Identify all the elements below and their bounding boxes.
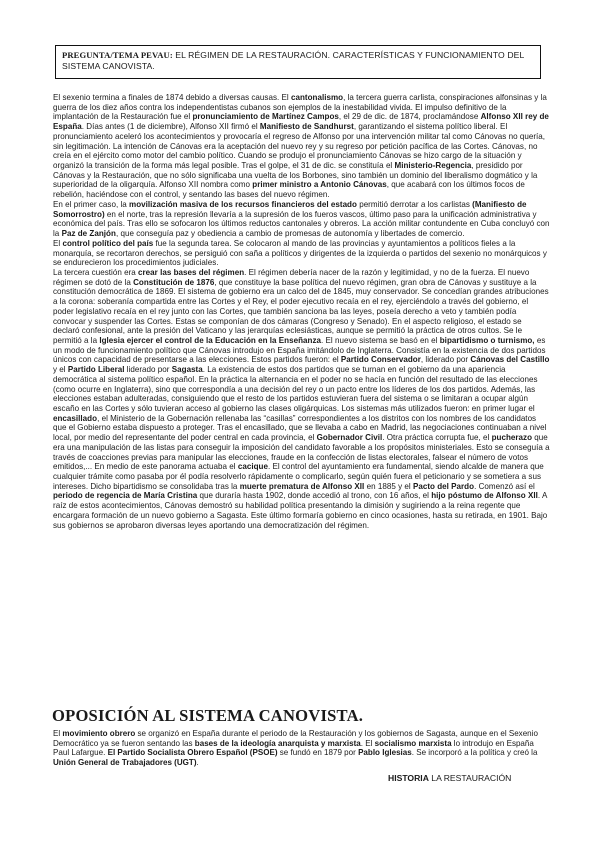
bold-term: hijo póstumo de Alfonso XII (431, 491, 538, 501)
paragraph (53, 239, 550, 268)
bold-term: El Partido Socialista Obrero Español (PSOE) (107, 748, 278, 758)
paragraph (53, 200, 550, 239)
bold-term: pucherazo (491, 433, 533, 443)
text-run: . El (360, 738, 375, 748)
bold-term: muerte prematura de Alfonso XII (239, 481, 365, 491)
text-run: El (53, 238, 63, 248)
bold-term: Cánovas del Castillo (470, 355, 550, 365)
footer-topic: LA RESTAURACIÓN (428, 773, 512, 783)
paragraph (53, 93, 550, 200)
bold-term: bipartidismo o turnismo, (439, 335, 535, 345)
text-run: . Días antes (1 de diciembre), Alfonso XII firmó el (81, 122, 260, 132)
text-run: En el primer caso, la (53, 199, 130, 209)
paragraph (53, 268, 550, 530)
bold-term: Sagasta (171, 365, 203, 375)
section-paragraph (53, 729, 550, 768)
section-title: OPOSICIÓN AL SISTEMA CANOVISTA. (52, 706, 364, 725)
text-run: . A raíz de estos acontecimientos, Cánovas demostró su habilidad política presentando la dimisión y sugiriendo a la reina regente que encargara formación de un nuevo gobierno a Sagasta. Este último formaría gobierno en cinco ocasiones, hasta su retirada, en 1901. Bajo sus gobiernos se aprobaron diversas leyes aportando una democratización del régimen. (53, 491, 548, 530)
text-run: se fundó en 1879 por (277, 748, 359, 758)
bold-term: Gobernador Civil (316, 433, 383, 443)
bold-term: encasillado (53, 413, 98, 423)
text-run: que era una manipulación de las listas para conseguir la imposición del candidato favorable a los propósitos ministeriales. Esto se conseguía a través de coacciones previas para manipular las elecciones, fraude en la confección de listas electorales, falsear el número de votos emitidos,... En medio de este panorama actuaba el (53, 433, 550, 472)
body-text (53, 93, 550, 530)
bold-term: socialismo marxista (374, 738, 452, 748)
text-run: es un modo de funcionamiento político que Cánovas introdujo en España imitándolo de Inglaterra. Consistía en la existencia de dos partidos únicos con capacidad de presentarse a las elecciones. Estos partidos fueron: el (53, 335, 546, 365)
bold-term: cacique (237, 462, 268, 472)
text-run: . La existencia de estos dos partidos que se turnan en el gobierno da una apariencia democrática al sistema político español. En la práctica la alternancia en el poder no se hacía en función del resultado de las elecciones (como ocurre en Inglaterra), sino que correspondía a una decisión del rey o un pacto entre los líderes de los dos partidos. Además, las elecciones estaban adulteradas, consiguiendo que el resto de los partidos estuvieran fuera del sistema o se limitaran a ocupar algún escaño en las Cortes y sólo tuvieran acceso al gobierno las clases oligárquicas. Los sistemas más utilizados fueron: en primer lugar el (53, 365, 538, 413)
text-run: . El régimen debería nacer de la razón y legitimidad, y no de la fuerza. El nuevo régimen se dotó de la (53, 267, 530, 287)
text-run: , que conseguía paz y obediencia a cambio de promesas de autonomía y libertades de comercio. (115, 229, 465, 239)
bold-term: movilización masiva de los recursos financieros del estado (129, 199, 357, 209)
bold-term: (Manifiesto de Somorrostro) (53, 199, 527, 219)
text-run: El (53, 729, 63, 738)
bold-term: Manifiesto de Sandhurst (259, 122, 354, 132)
text-run: . (196, 758, 199, 768)
bold-term: crear las bases del régimen (138, 267, 245, 277)
text-run: . Otra práctica corrupta fue, el (382, 433, 492, 443)
text-run: fue la segunda tarea. Se colocaron al mando de las provincias y ayuntamientos a políticos fieles a la monarquía, se recortaron derechos, se persiguió con saña a políticos y dirigentes de la izquierda o partidos del sexenio no monárquicos y se endurecieron los procedimientos judiciales. (53, 238, 547, 268)
bold-term: Unión General de Trabajadores (UGT) (53, 758, 197, 768)
text-run: El sexenio termina a finales de 1874 debido a diversas causas. El (53, 93, 291, 102)
section-text (53, 729, 550, 768)
text-run: . Comenzó así el (474, 481, 535, 491)
text-run: , el 29 de dic. de 1874, proclamándose (338, 112, 481, 122)
text-run: , la tercera guerra carlista, conspiraciones alfonsinas y la guerra de los diez años contra los independentistas cubanos son ejemplos de la inestabilidad vivida. El impulso definitivo de la implantación de la Restauración fue el (53, 93, 547, 122)
bold-term: Iglesia ejercer el control de la Educación en la Enseñanza (99, 335, 321, 345)
bold-term: periodo de regencia de María Cristina (53, 491, 198, 501)
text-run: , presidido por Cánovas y la Restauración, que no sólo significaba una vuelta de los Borbones, sino también un dominio del liberalismo dogmático y la superioridad de la oligarquía. Alfonso XII nombra como (53, 161, 538, 190)
question-box (55, 45, 541, 79)
text-run: , que acabará con los últimos focos de rebelión, haciéndose con el control, y sentando las bases del nuevo régimen. (53, 180, 525, 200)
text-run: permitió derrotar a los carlistas (356, 199, 473, 209)
footer-subject: HISTORIA (388, 773, 429, 783)
text-run: liderado por (124, 365, 172, 375)
bold-term: bases de la ideología anarquista y marxista (194, 738, 361, 748)
question-lead: PREGUNTA/TEMA PEVAU: (62, 50, 173, 60)
bold-term: primer ministro a Antonio Cánovas (252, 180, 387, 190)
bold-term: pronunciamiento de Martínez Campos (192, 112, 339, 122)
bold-term: Ministerio-Regencia (394, 161, 472, 171)
text-run: se organizó en España durante el periodo de la Restauración y los gobiernos de Sagasta, aunque en el Sexenio Democrático ya se fueron sentando las (53, 729, 538, 748)
bold-term: control político del país (62, 238, 154, 248)
bold-term: Alfonso XII rey de España (53, 112, 549, 132)
text-run: y el (53, 365, 68, 375)
footer (388, 773, 558, 783)
bold-term: cantonalismo (290, 93, 344, 102)
text-run: en 1885 y el (364, 481, 413, 491)
text-run: . El control del ayuntamiento era fundamental, siendo alcalde de manera que cualquier trámite como pasaba por él podía resolverlo rápidamente o complicarlo, según quién fuera el peticionario y se sometiera a sus intereses. Dicho bipartidismo se consolidaba tras la (53, 462, 544, 491)
bold-term: movimiento obrero (62, 729, 136, 738)
text-run: , el Ministerio de la Gobernación rellenaba las “casillas” correspondientes a los distritos con los nombres de los candidatos que el Gobierno estaba dispuesto a proteger. Tras el encasillado, que se llevaba a cabo en Madrid, las negociaciones continuaban a nivel local, por medio del representante del poder central en cada provincia, el (53, 413, 547, 443)
text-run: lo introdujo en España Paul Lafargue. (53, 738, 534, 758)
bold-term: Pacto del Pardo (412, 481, 475, 491)
bold-term: Pablo Iglesias (358, 748, 412, 758)
text-run: , garantizando el sistema político liberal. El pronunciamiento aceleró los acontecimientos y provocaría el regreso de Alfonso por una intervención militar tal como Cánovas no quería, sin legitimación. La intención de Cánovas era la aceptación del nuevo rey y su regreso por petición pacífica de las Cortes. Cánovas, no creía en el ejército como motor del cambio político. Cuando se produjo el pronunciamiento Cánovas se hizo cargo de la situación y organizó la transición de la forma más legal posible. Tras el golpe, el 31 de dic. se constituía el (53, 122, 546, 171)
text-run: La tercera cuestión era (53, 267, 139, 277)
bold-term: Partido Conservador (340, 355, 421, 365)
text-run: , que constituye la base política del nuevo régimen, gran obra de Cánovas y sustituye a la constitución democrática de 1869. El sistema de gobierno era un calco del de 1845, muy conservador. Se concedían grandes atribuciones a la corona: soberanía compartida entre las Cortes y el Rey, el poder ejecutivo recaía en el rey, ejerciéndolo a través del gobierno, el poder legislativo recaía en el rey junto con las Cortes, que también sanciona ba las leyes, poseía derecho a veto y también podía convocar y suspender las Cortes. Estas se componían de dos cámaras (Congreso y Senado). En el aspecto religioso, el estado se declaró confesional, ante la presión del Vaticano y las jerarquías eclesiásticas, aunque se permitió la práctica de otros cultos. Se le permitió a la (53, 277, 549, 345)
bold-term: Partido Liberal (67, 365, 125, 375)
bold-term: Constitución de 1876 (133, 277, 215, 287)
text-run: que duraría hasta 1902, donde accedió al trono, con 16 años, el (197, 491, 432, 501)
text-run: , liderado por (420, 355, 471, 365)
bold-term: Paz de Zanjón (61, 229, 116, 239)
text-run: . El nuevo sistema se basó en el (321, 335, 440, 345)
question-text: EL RÉGIMEN DE LA RESTAURACIÓN. CARACTERÍSTICAS Y FUNCIONAMIENTO DEL SISTEMA CANOVISTA. (62, 50, 525, 71)
text-run: . Se incorporó a la política y creó la (411, 748, 538, 758)
text-run: en el norte, tras la represión llevaría a la supresión de los fueros vascos, último paso para la unificación administrativa y económica del país. Tras ello se sofocaron los últimos reductos cantonales y obreros. La acción militar contundente en Cuba concluyó con la (53, 209, 550, 239)
